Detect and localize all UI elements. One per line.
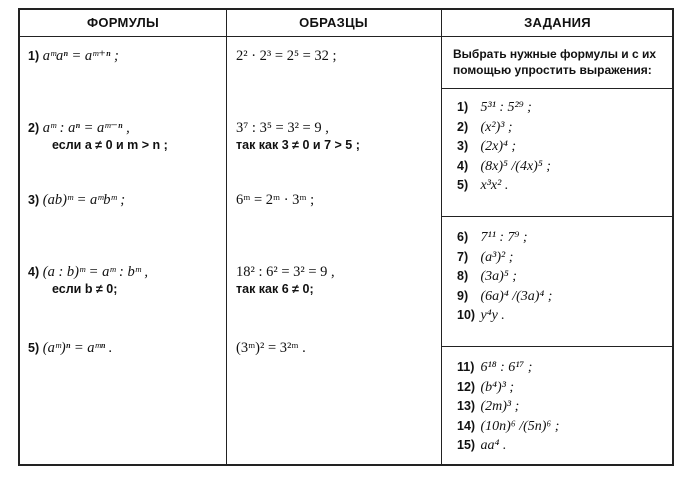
formula-2 [28, 120, 168, 154]
task-divider [441, 216, 672, 217]
task-number: 1) [457, 100, 469, 114]
header-formulas: ФОРМУЛЫ [86, 15, 160, 30]
task-text: (10n)⁶ /(5n)⁶ ; [480, 418, 560, 434]
formula-number: 4) [28, 265, 40, 279]
header-divider [20, 36, 672, 37]
formula-4 [28, 264, 148, 298]
task-item [457, 417, 559, 437]
task-instruction: Выбрать нужные формулы и с их помощью упростить выражения: [453, 47, 657, 77]
task-group-2 [457, 228, 552, 326]
task-number: 14) [457, 418, 476, 433]
task-group-1 [457, 98, 551, 196]
task-text: (2x)⁴ ; [480, 139, 517, 154]
task-divider [441, 346, 672, 347]
task-text: x³x² . [480, 178, 509, 193]
sample-text: 18² : 6² = 3² = 9 , [236, 264, 335, 280]
task-number: 13) [457, 399, 476, 413]
task-number: 9) [457, 288, 469, 303]
formula-condition: если a ≠ 0 и m > n ; [52, 138, 168, 152]
task-number: 3) [457, 139, 469, 153]
header-tasks: ЗАДАНИЯ [524, 15, 591, 30]
task-text: 7¹¹ : 7⁹ ; [480, 230, 528, 245]
formula-text: aᵐ : aⁿ = aᵐ⁻ⁿ , [42, 120, 130, 136]
formula-number: 3) [28, 193, 40, 207]
formula-table [18, 8, 674, 466]
task-text: (a³)² ; [480, 249, 514, 265]
task-item [457, 267, 552, 287]
formula-text: (ab)ᵐ = aᵐbᵐ ; [42, 192, 126, 208]
task-number: 5) [457, 178, 469, 192]
formula-1 [28, 48, 119, 65]
sample-text: 6ᵐ = 2ᵐ · 3ᵐ ; [236, 192, 315, 208]
formula-number: 2) [28, 121, 40, 135]
task-item [457, 176, 551, 196]
task-item [457, 306, 552, 326]
task-item [457, 157, 551, 177]
sample-3 [236, 192, 314, 209]
task-number: 11) [457, 360, 475, 374]
task-text: (6a)⁴ /(3a)⁴ ; [480, 288, 553, 304]
task-item [457, 137, 551, 157]
task-text: (8x)⁵ /(4x)⁵ ; [480, 158, 551, 174]
formula-text: (a : b)ᵐ = aᵐ : bᵐ , [42, 264, 148, 280]
task-number: 6) [457, 230, 469, 244]
task-number: 4) [457, 158, 469, 173]
task-number: 7) [457, 249, 469, 264]
sample-text: (3ᵐ)² = 3²ᵐ . [236, 340, 306, 356]
formula-number: 5) [28, 341, 40, 355]
formula-5 [28, 340, 112, 357]
task-item [457, 98, 551, 118]
task-number: 8) [457, 269, 469, 283]
task-text: (3a)⁵ ; [480, 269, 517, 284]
task-text: 5³¹ : 5²⁹ ; [480, 100, 532, 115]
column-divider [226, 10, 227, 464]
task-text: 6¹⁸ : 6¹⁷ ; [480, 360, 533, 375]
task-item [457, 397, 559, 417]
task-item [457, 436, 559, 456]
task-number: 12) [457, 379, 476, 394]
task-item [457, 358, 559, 378]
sample-text: 2² · 2³ = 2⁵ = 32 ; [236, 48, 337, 64]
task-text: (x²)³ ; [480, 119, 513, 135]
formula-number: 1) [28, 49, 40, 63]
sample-2 [236, 120, 360, 154]
formula-condition: если b ≠ 0; [52, 282, 118, 296]
task-item [457, 287, 552, 307]
task-item [457, 248, 552, 268]
task-number: 2) [457, 119, 469, 134]
task-text: (b⁴)³ ; [480, 379, 515, 395]
sample-condition: так как 6 ≠ 0; [236, 282, 314, 296]
sample-text: 3⁷ : 3⁵ = 3² = 9 , [236, 120, 329, 136]
sample-1 [236, 48, 337, 65]
task-text: y⁴y . [480, 308, 505, 323]
task-group-3 [457, 358, 559, 456]
task-divider [441, 88, 672, 89]
sample-4 [236, 264, 335, 298]
task-number: 10) [457, 308, 476, 322]
formula-text: (aᵐ)ⁿ = aᵐⁿ . [42, 340, 113, 356]
task-item [457, 118, 551, 138]
task-item [457, 228, 552, 248]
task-text: (2m)³ ; [480, 399, 520, 414]
formula-3 [28, 192, 125, 209]
sample-condition: так как 3 ≠ 0 и 7 > 5 ; [236, 138, 360, 152]
header-samples: ОБРАЗЦЫ [299, 15, 368, 30]
formula-text: aᵐaⁿ = aᵐ⁺ⁿ ; [42, 48, 119, 64]
sample-5 [236, 340, 306, 357]
task-item [457, 378, 559, 398]
column-divider [441, 10, 442, 464]
task-number: 15) [457, 438, 476, 452]
task-text: aa⁴ . [480, 438, 507, 453]
